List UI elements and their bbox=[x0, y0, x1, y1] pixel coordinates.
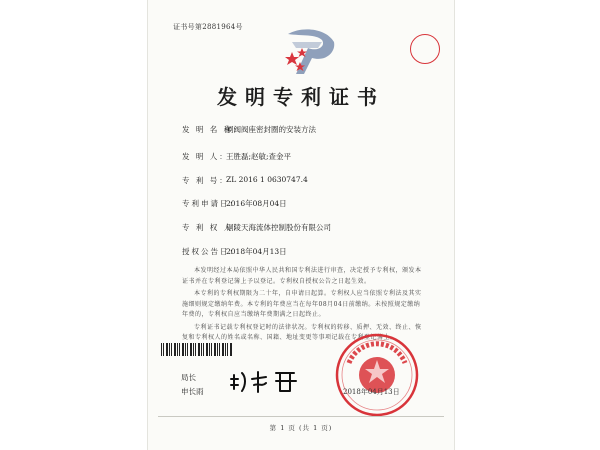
body-paragraph: 本发明经过本局依照中华人民共和国专利法进行审查，决定授予专利权，颁发本证书并在专利登记簿上予以登记。专利权自授权公告之日起生效。 bbox=[182, 267, 422, 285]
field-value-grant-date: 2018年04月13日 bbox=[226, 247, 287, 256]
field-value-application-date: 2016年08月04日 bbox=[226, 199, 287, 208]
field-label-invention-name: 发 明 名 称： bbox=[182, 125, 243, 134]
field-label-grant-date: 授权公告日： bbox=[182, 247, 239, 256]
body-paragraph: 本专利的专利权期限为二十年，自申请日起算。专利权人应当依照专利法及其实施细则规定缴纳年费。本专利的年费应当在每年08月04日前缴纳。未按照规定缴纳年费的，专利权自应当缴纳年费期满之日起终止。 bbox=[182, 290, 422, 318]
field-value-invention-name: 闸阀阀座密封圈的安装方法 bbox=[226, 125, 316, 134]
director-title: 局长 bbox=[181, 373, 196, 382]
certificate-number: 证书号第2881964号 bbox=[173, 23, 243, 31]
field-label-application-date: 专利申请日： bbox=[182, 199, 239, 208]
field-value-inventors: 王胜磊;赵敏;查金平 bbox=[226, 152, 292, 161]
field-label-patent-number: 专 利 号： bbox=[182, 176, 229, 185]
small-red-stamp bbox=[410, 34, 440, 64]
body-paragraph: 专利证书记载专利权登记时的法律状况。专利权的转移、质押、无效、终止、恢复和专利权人的姓名或名称、国籍、地址变更等事项记载在专利登记簿上。 bbox=[182, 323, 422, 341]
barcode bbox=[161, 343, 233, 356]
field-value-patent-number: ZL 2016 1 0630747.4 bbox=[226, 175, 308, 184]
patent-certificate bbox=[147, 0, 455, 450]
patent-office-logo-icon bbox=[282, 22, 340, 78]
field-label-inventors: 发 明 人： bbox=[182, 152, 229, 161]
director-signature bbox=[228, 367, 308, 395]
page-title: 发明专利证书 bbox=[217, 85, 385, 109]
field-label-patentee: 专 利 权 人： bbox=[182, 223, 243, 232]
field-value-patentee: 铜陵天海流体控制股份有限公司 bbox=[226, 223, 331, 232]
page-number: 第 1 页 (共 1 页) bbox=[269, 424, 333, 432]
official-red-seal-icon bbox=[335, 333, 419, 417]
director-name: 申长雨 bbox=[181, 387, 204, 396]
seal-date: 2018年04月13日 bbox=[343, 388, 400, 396]
bottom-divider bbox=[158, 416, 444, 417]
